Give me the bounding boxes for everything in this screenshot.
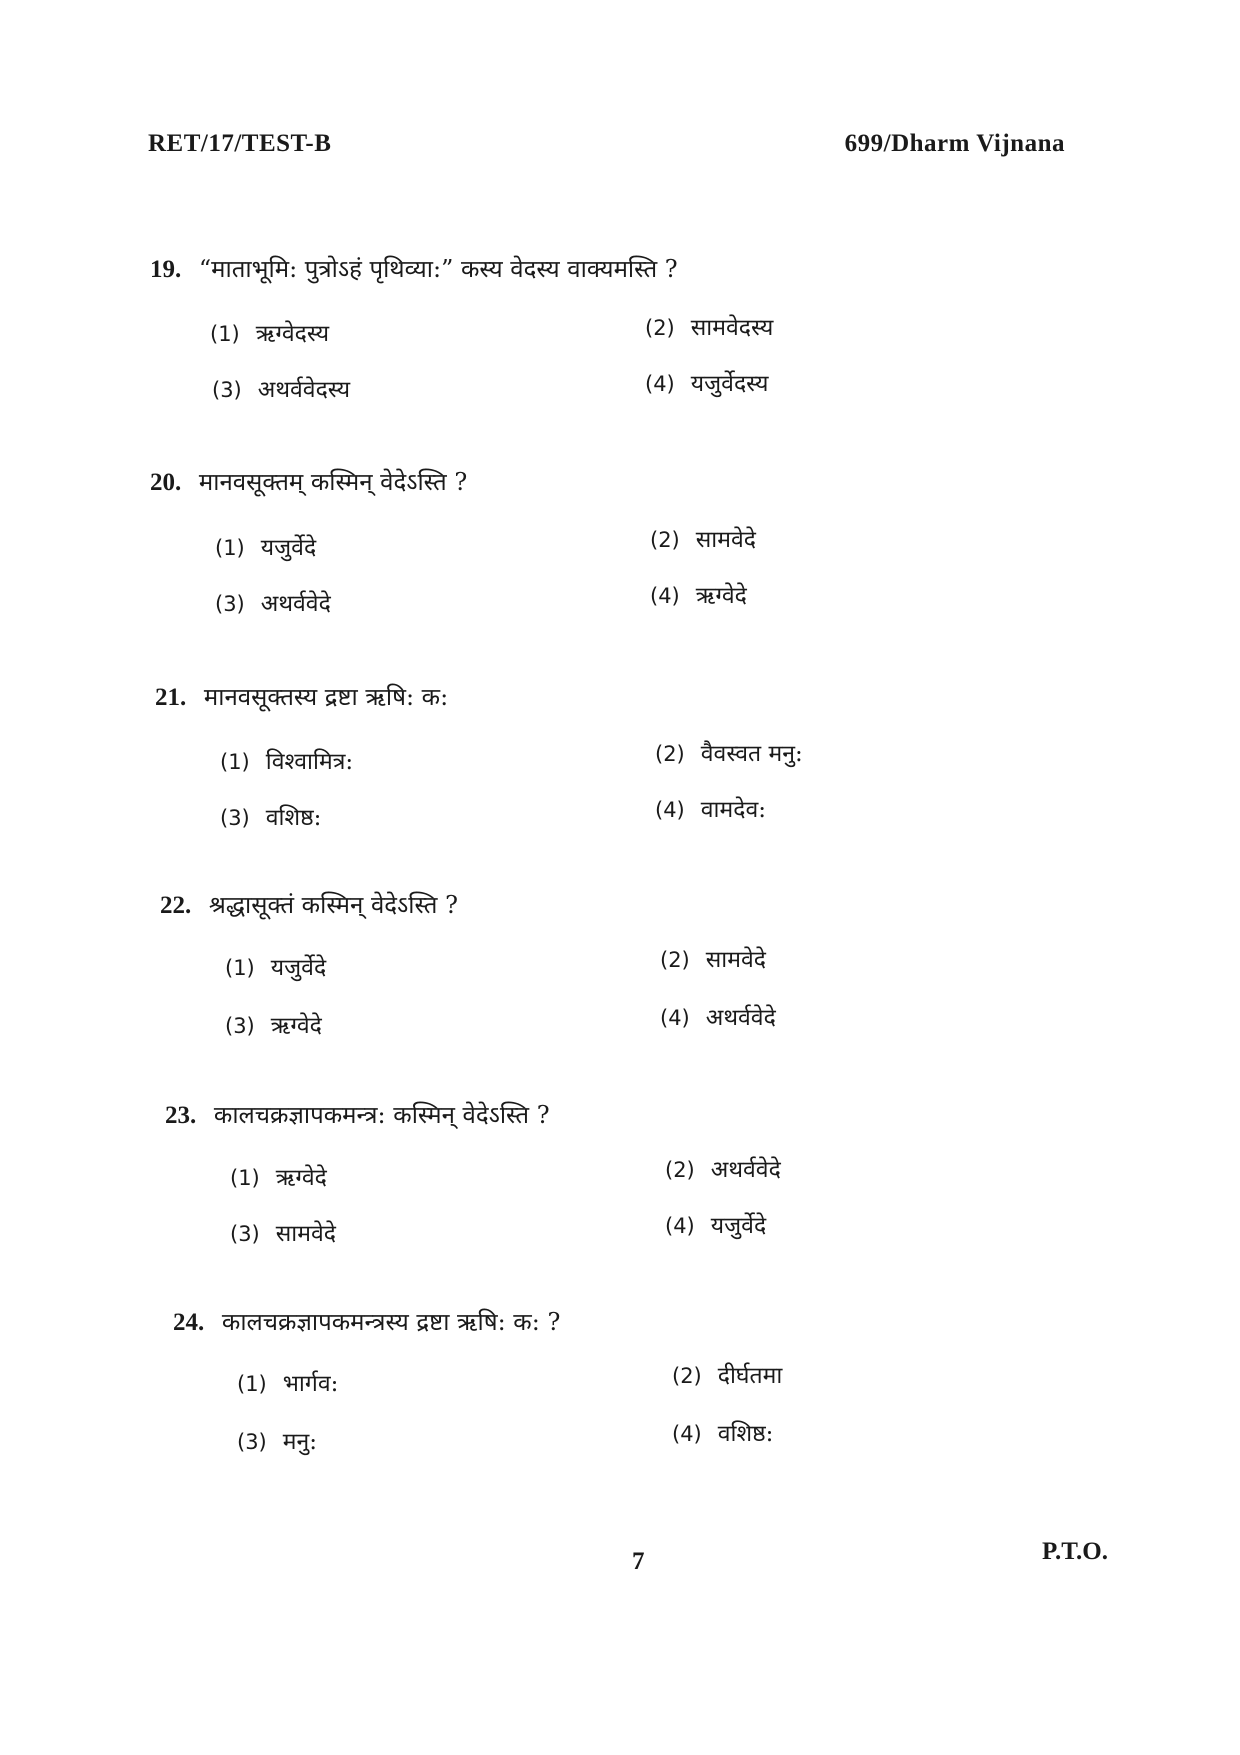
option-4: (4) अथर्ववेदे [660,1005,776,1031]
question-text: कालचक्रज्ञापकमन्त्रस्य द्रष्टा ऋषि: क: ? [221,1308,561,1336]
question-number: 24. [173,1309,205,1336]
page-number: 7 [632,1548,645,1575]
option-3: (3) वशिष्ठ: [220,805,322,831]
pto-label: P.T.O. [1042,1538,1108,1565]
option-3: (3) अथर्ववेदस्य [212,377,351,403]
question-number: 21. [155,684,187,711]
option-2: (2) सामवेदे [650,527,757,553]
option-4: (4) ऋग्वेदे [650,583,747,609]
option-3: (3) सामवेदे [230,1221,337,1247]
option-2: (2) अथर्ववेदे [665,1157,781,1183]
header-subject: 699/Dharm Vijnana [844,130,1065,157]
option-2: (2) सामवेदस्य [645,315,774,341]
question-number: 22. [160,892,192,919]
question-text: मानवसूक्तम् कस्मिन् वेदेऽस्ति ? [198,468,468,496]
option-1: (1) भार्गव: [237,1371,339,1397]
option-3: (3) मनु: [237,1429,318,1455]
option-4: (4) वामदेव: [655,797,766,823]
option-1: (1) यजुर्वेदे [215,535,317,561]
option-3: (3) अथर्ववेदे [215,591,331,617]
option-4: (4) वशिष्ठ: [672,1421,774,1447]
option-1: (1) ऋग्वेदे [230,1165,327,1191]
option-1: (1) विश्वामित्र: [220,749,354,775]
option-1: (1) ऋग्वेदस्य [210,321,330,347]
question-text: श्रद्धासूक्तं कस्मिन् वेदेऽस्ति ? [208,891,458,919]
option-2: (2) दीर्घतमा [672,1363,783,1389]
option-3: (3) ऋग्वेदे [225,1013,322,1039]
question-number: 19. [150,256,182,283]
question-number: 20. [150,469,182,496]
option-4: (4) यजुर्वेदस्य [645,371,769,397]
option-2: (2) वैवस्वत मनु: [655,741,803,767]
question-text: मानवसूक्तस्य द्रष्टा ऋषि: क: [203,683,449,711]
question-number: 23. [165,1102,197,1129]
option-1: (1) यजुर्वेदे [225,955,327,981]
header-test-code: RET/17/TEST-B [148,130,332,157]
question-text: कालचक्रज्ञापकमन्त्र: कस्मिन् वेदेऽस्ति ? [213,1101,550,1129]
question-text: “माताभूमि: पुत्रोऽहं पृथिव्या:” कस्य वेदस्य वाक्यमस्ति ? [198,255,678,283]
option-2: (2) सामवेदे [660,947,767,973]
option-4: (4) यजुर्वेदे [665,1213,767,1239]
